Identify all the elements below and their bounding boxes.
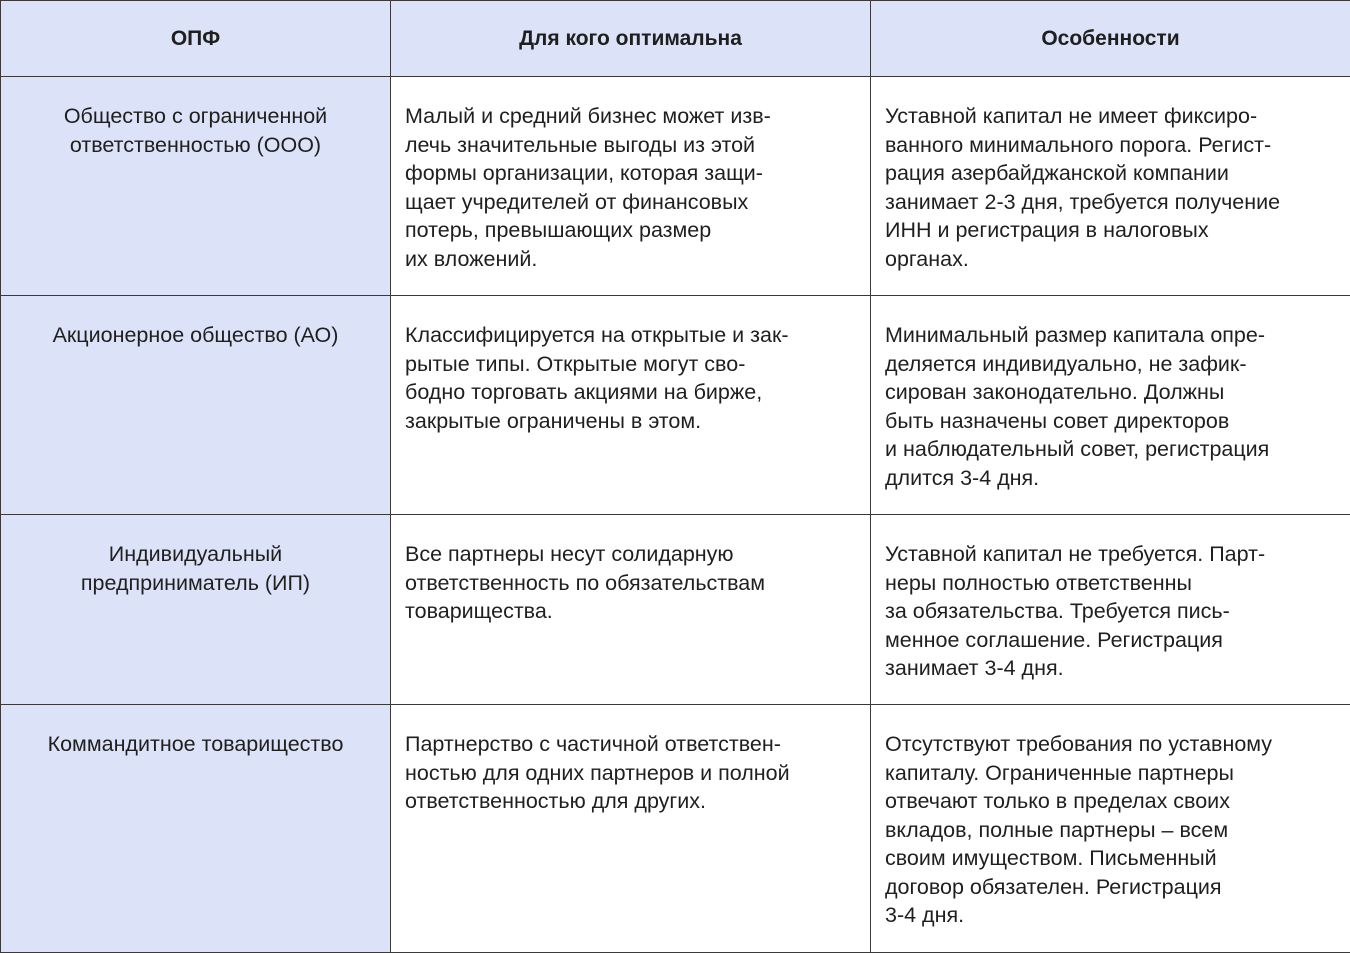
- row-optimal-for: Малый и средний бизнес может изв- лечь значительные выгоды из этой формы организации, которая защи- щает учредителей от финансовых потерь, превышающих размер их вложений.: [391, 77, 871, 296]
- header-features: Особенности: [871, 1, 1350, 77]
- table-body: [1, 77, 1350, 953]
- row-features: Отсутствуют требования по уставному капиталу. Ограниченные партнеры отвечают только в пределах своих вкладов, полные партнеры – всем своим имуществом. Письменный договор обязателен. Регистрация 3-4 дня.: [871, 705, 1350, 953]
- row-opf-name: Коммандитное товарищество: [1, 705, 391, 953]
- row-optimal-for: Классифицируется на открытые и зак- рытые типы. Открытые могут сво- бодно торговать акциями на бирже, закрытые ограничены в этом.: [391, 296, 871, 515]
- row-features: Минимальный размер капитала опре- деляется индивидуально, не зафик- сирован законодательно. Должны быть назначены совет директоров и наблюдательный совет, регистрация длится 3-4 дня.: [871, 296, 1350, 515]
- row-opf-name: Общество с ограниченной ответственностью (ООО): [1, 77, 391, 296]
- row-features: Уставной капитал не требуется. Парт- неры полностью ответственны за обязательства. Требуется пись- менное соглашение. Регистрация занимает 3-4 дня.: [871, 515, 1350, 705]
- header-optimal-for: Для кого оптимальна: [391, 1, 871, 77]
- header-row: [1, 1, 1350, 77]
- row-opf-name: Индивидуальный предприниматель (ИП): [1, 515, 391, 705]
- table-row: [1, 296, 1350, 515]
- table-row: [1, 515, 1350, 705]
- row-optimal-for: Все партнеры несут солидарную ответственность по обязательствам товарищества.: [391, 515, 871, 705]
- row-features: Уставной капитал не имеет фиксиро- ванного минимального порога. Регист- рация азербайджанской компании занимает 2-3 дня, требуется получение ИНН и регистрация в налоговых органах.: [871, 77, 1350, 296]
- table-row: [1, 77, 1350, 296]
- header-opf: ОПФ: [1, 1, 391, 77]
- row-opf-name: Акционерное общество (АО): [1, 296, 391, 515]
- table-row: [1, 705, 1350, 953]
- table-header: [1, 1, 1350, 77]
- row-optimal-for: Партнерство с частичной ответствен- ностью для одних партнеров и полной ответственностью для других.: [391, 705, 871, 953]
